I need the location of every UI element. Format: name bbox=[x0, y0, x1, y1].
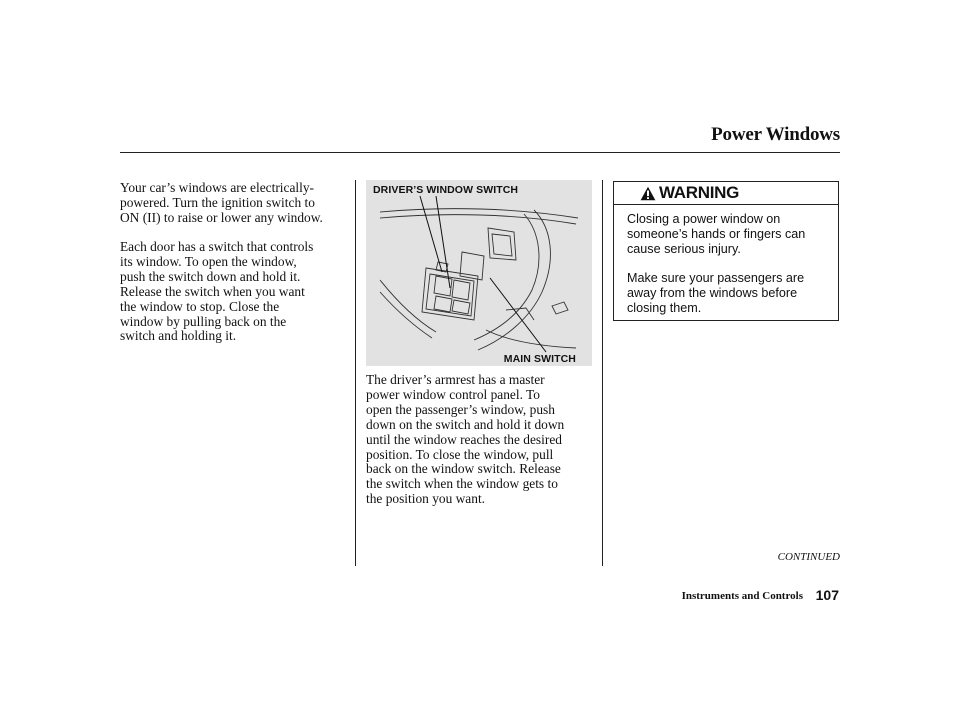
column-divider-1 bbox=[355, 180, 356, 566]
page-title: Power Windows bbox=[711, 124, 840, 145]
left-paragraph-1 bbox=[120, 181, 323, 226]
warning-triangle-icon bbox=[640, 186, 656, 201]
column-divider-2 bbox=[602, 180, 603, 566]
text-line: closing them. bbox=[627, 300, 702, 315]
warning-heading-group bbox=[640, 182, 739, 204]
text-line: the window to stop. Close the bbox=[120, 298, 280, 314]
figure-label-main-switch: MAIN SWITCH bbox=[503, 353, 576, 365]
text-line: position. To close the window, pull bbox=[366, 446, 554, 462]
text-line: Release the switch when you want bbox=[120, 283, 305, 299]
text-line: power window control panel. To bbox=[366, 386, 540, 402]
text-line: cause serious injury. bbox=[627, 241, 741, 256]
text-line: away from the windows before bbox=[627, 285, 798, 300]
text-line: the switch when the window gets to bbox=[366, 476, 558, 492]
warning-header bbox=[614, 182, 838, 205]
page-number: 107 bbox=[815, 587, 839, 603]
text-line: Your car’s windows are electrically- bbox=[120, 180, 314, 195]
text-line: until the window reaches the desired bbox=[366, 431, 562, 447]
text-line: The driver’s armrest has a master bbox=[366, 372, 545, 387]
warning-text-2 bbox=[627, 271, 832, 315]
warning-box bbox=[613, 181, 839, 321]
left-paragraph-2 bbox=[120, 240, 313, 344]
text-line: Each door has a switch that controls bbox=[120, 239, 314, 254]
text-line: window by pulling back on the bbox=[120, 313, 287, 329]
text-line: push the switch down and hold it. bbox=[120, 268, 301, 284]
text-line: its window. To open the window, bbox=[120, 253, 297, 269]
text-line: switch and holding it. bbox=[120, 328, 237, 344]
text-line: Make sure your passengers are bbox=[627, 271, 805, 285]
window-switch-figure bbox=[366, 180, 592, 366]
text-line: the position you want. bbox=[366, 491, 486, 507]
text-line: down on the switch and hold it down bbox=[366, 416, 565, 432]
text-line: ON (II) to raise or lower any window. bbox=[120, 209, 323, 225]
text-line: powered. Turn the ignition switch to bbox=[120, 194, 315, 210]
text-line: back on the window switch. Release bbox=[366, 461, 561, 477]
text-line: someone’s hands or fingers can bbox=[627, 226, 806, 241]
text-line: open the passenger’s window, push bbox=[366, 401, 555, 417]
continued-label: CONTINUED bbox=[777, 551, 840, 563]
warning-text-1 bbox=[627, 212, 832, 256]
header-rule bbox=[120, 152, 840, 153]
warning-heading: WARNING bbox=[659, 183, 740, 202]
armrest-illustration bbox=[366, 180, 592, 366]
middle-paragraph bbox=[366, 373, 564, 507]
text-line: Closing a power window on bbox=[627, 212, 781, 226]
figure-label-drivers-window-switch: DRIVER’S WINDOW SWITCH bbox=[373, 184, 519, 196]
footer-section-name: Instruments and Controls bbox=[681, 590, 803, 602]
